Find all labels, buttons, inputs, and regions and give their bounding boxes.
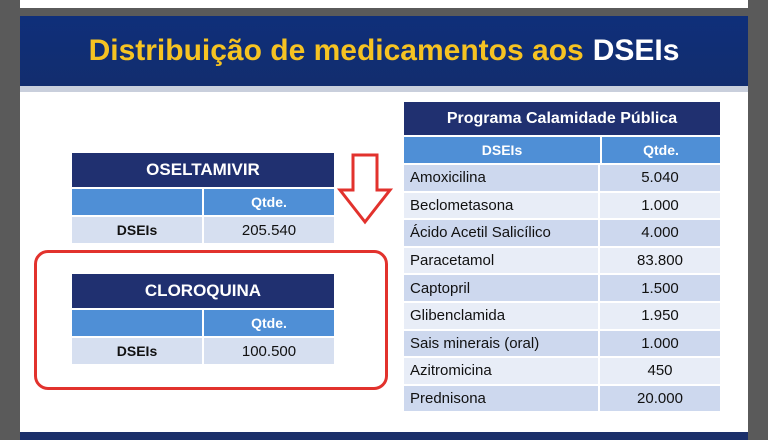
cloroquina-column-header-row [72,310,334,336]
table-row [404,301,720,329]
empty-header-cell [72,189,204,215]
medication-name: Glibenclamida [404,303,600,329]
oseltamivir-column-header-row [72,189,334,215]
cloroquina-row-label: DSEIs [72,338,204,364]
medication-name: Ácido Acetil Salicílico [404,220,600,246]
table-row [404,273,720,301]
previous-slide-edge [20,0,748,8]
oseltamivir-row-value: 205.540 [204,217,334,243]
table-row [72,336,334,364]
cloroquina-header: CLOROQUINA [72,274,334,310]
medication-qty: 450 [600,358,720,384]
table-row [404,163,720,191]
title-divider [20,86,748,92]
slide [20,16,748,432]
medication-qty: 20.000 [600,386,720,412]
oseltamivir-qty-header: Qtde. [204,189,334,215]
cloroquina-table [72,274,334,364]
cloroquina-qty-header: Qtde. [204,310,334,336]
medication-name: Amoxicilina [404,165,600,191]
empty-header-cell [72,310,204,336]
table-row [404,384,720,412]
table-row [404,191,720,219]
medication-qty: 4.000 [600,220,720,246]
next-slide-edge [20,432,748,440]
programa-col-dseis: DSEIs [404,137,602,163]
table-row [72,215,334,243]
table-row [404,246,720,274]
table-row [404,329,720,357]
medication-name: Paracetamol [404,248,600,274]
page-title: Distribuição de medicamentos aos [88,34,584,67]
medication-qty: 83.800 [600,248,720,274]
programa-column-header-row [404,135,720,163]
oseltamivir-header: OSELTAMIVIR [72,153,334,189]
medication-qty: 1.500 [600,275,720,301]
table-row [404,356,720,384]
cloroquina-row-value: 100.500 [204,338,334,364]
medication-qty: 5.040 [600,165,720,191]
programa-table [404,102,720,411]
table-row [404,218,720,246]
programa-header: Programa Calamidade Pública [404,102,720,135]
medication-qty: 1.000 [600,193,720,219]
medication-qty: 1.000 [600,331,720,357]
oseltamivir-table [72,153,334,243]
medication-name: Beclometasona [404,193,600,219]
medication-name: Prednisona [404,386,600,412]
arrow-down-icon [336,152,394,226]
programa-col-qty: Qtde. [602,137,720,163]
title-bar [20,16,748,86]
medication-name: Captopril [404,275,600,301]
medication-qty: 1.950 [600,303,720,329]
oseltamivir-row-label: DSEIs [72,217,204,243]
page-title-highlight: DSEIs [592,34,680,67]
medication-name: Sais minerais (oral) [404,331,600,357]
medication-name: Azitromicina [404,358,600,384]
